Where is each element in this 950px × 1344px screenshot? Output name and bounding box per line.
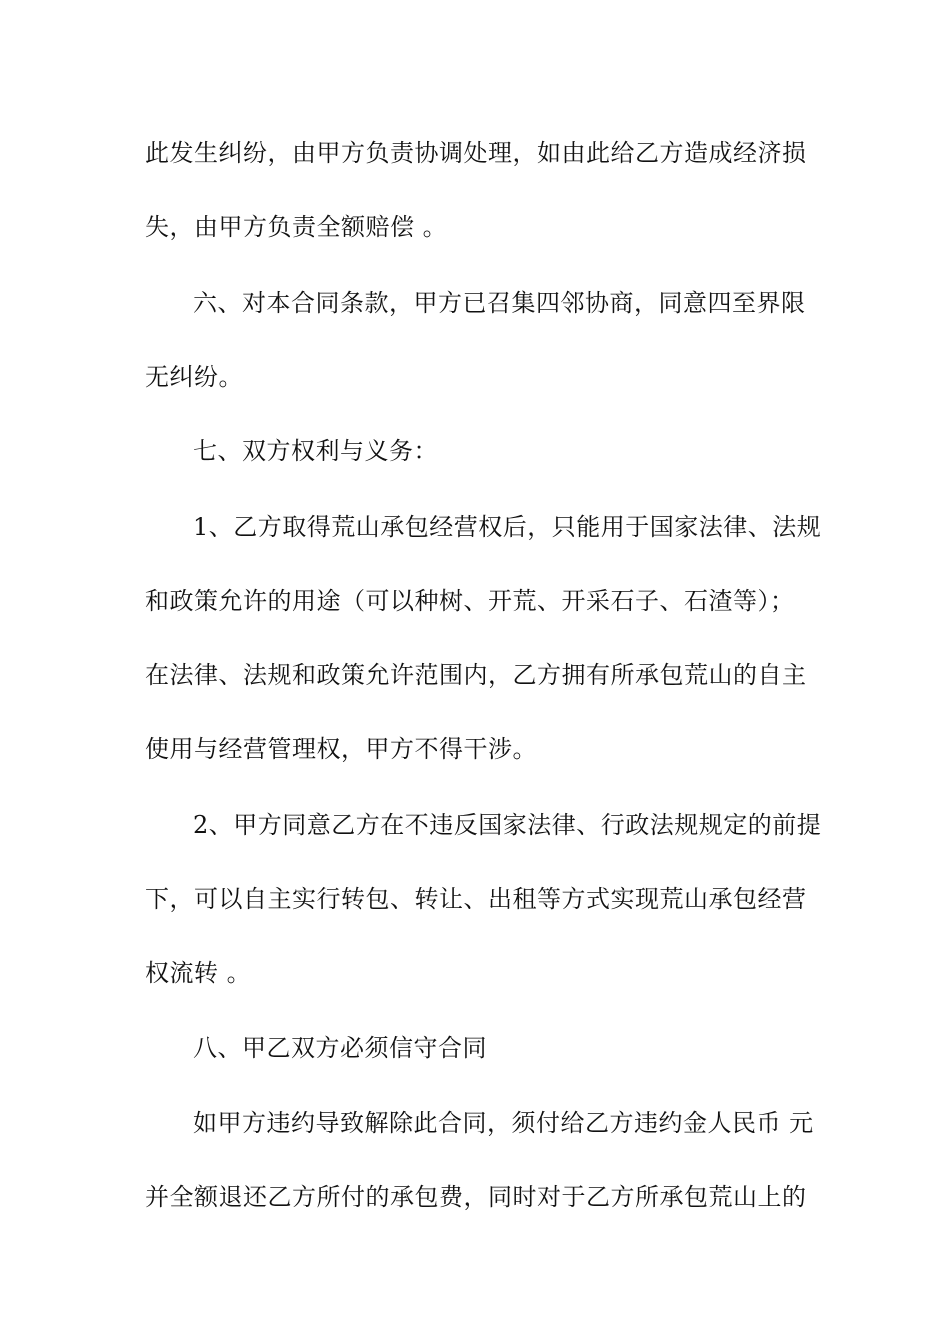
clause-two-line: 2、甲方同意乙方在不违反国家法律、行政法规规定的前提 xyxy=(193,811,822,839)
text-line: 使用与经营管理权，甲方不得干涉。 xyxy=(145,735,537,763)
text-line: 在法律、法规和政策允许范围内，乙方拥有所承包荒山的自主 xyxy=(145,661,807,689)
paragraph-eight-heading: 八、甲乙双方必须信守合同 xyxy=(193,1034,487,1062)
text-line: 无纠纷。 xyxy=(145,363,243,391)
clause-one-line: 1、乙方取得荒山承包经营权后，只能用于国家法律、法规 xyxy=(193,513,822,541)
paragraph-six-heading: 六、对本合同条款，甲方已召集四邻协商，同意四至界限 xyxy=(193,289,806,317)
text-line: 下，可以自主实行转包、转让、出租等方式实现荒山承包经营 xyxy=(145,885,807,913)
text-line: 并全额退还乙方所付的承包费，同时对于乙方所承包荒山上的 xyxy=(145,1183,807,1211)
paragraph-seven-heading: 七、双方权利与义务： xyxy=(193,437,438,465)
text-line: 如甲方违约导致解除此合同，须付给乙方违约金人民币 元 xyxy=(193,1109,814,1137)
text-line: 此发生纠纷，由甲方负责协调处理，如由此给乙方造成经济损 xyxy=(145,139,807,167)
text-line: 失，由甲方负责全额赔偿 。 xyxy=(145,213,448,241)
text-line: 权流转 。 xyxy=(145,959,252,987)
text-line: 和政策允许的用途（可以种树、开荒、开采石子、石渣等）； xyxy=(145,587,795,615)
